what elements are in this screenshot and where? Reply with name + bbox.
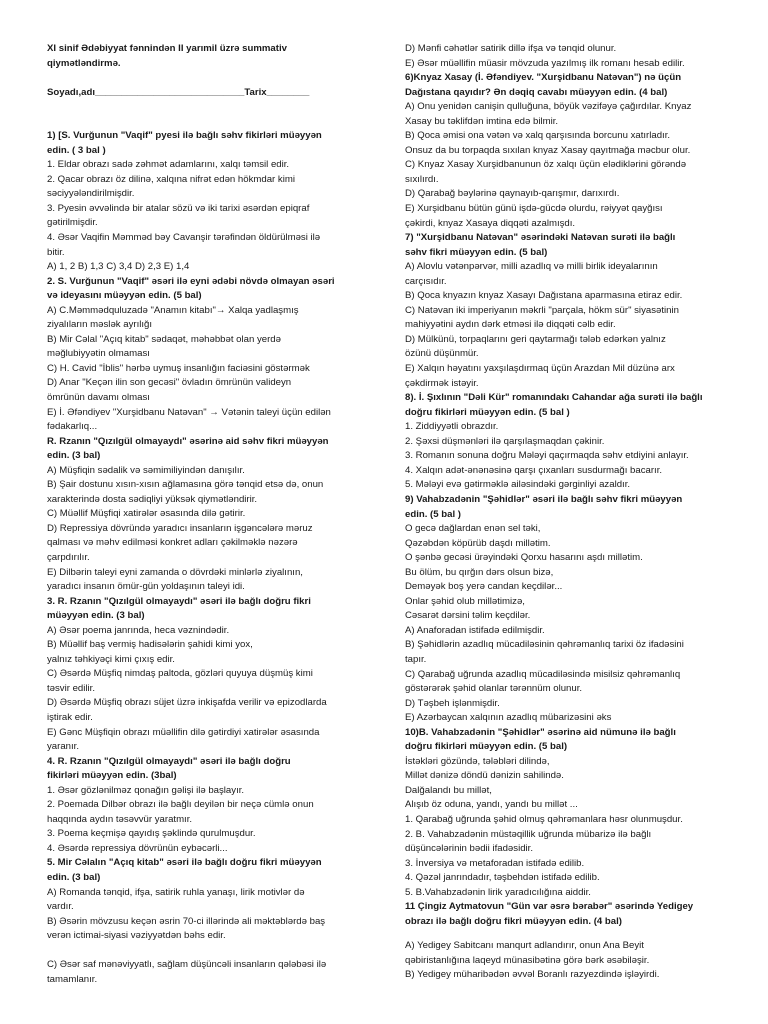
- text-line: A) Alovlu vətənpərvər, milli azadlıq və milli birlik ideyalarının: [405, 261, 658, 273]
- question-heading: müəyyən edin. (3 bal): [47, 610, 145, 622]
- question-heading: qiymətləndirmə.: [47, 57, 121, 69]
- question-heading: 3. R. Rzanın "Qızılgül olmayaydı" əsəri ilə bağlı doğru fikri: [47, 595, 311, 607]
- text-line: E) Xalqın həyatını yaxşılaşdırmaq üçün Arazdan Mil düzünə arx: [405, 363, 675, 375]
- text-line: gətirilmişdir.: [47, 217, 98, 229]
- text-line: məğlubiyyətin olmaması: [47, 348, 150, 360]
- text-line: B) Qoca knyazın knyaz Xasayı Dağıstana aparmasına etiraz edir.: [405, 290, 683, 302]
- text-line: E) Azərbaycan xalqının azadlıq mübarizəsini əks: [405, 712, 612, 724]
- question-heading: və ideyasını müəyyən edin. (5 bal): [47, 290, 202, 302]
- question-heading: səhv fikri müəyyən edin. (5 bal): [405, 246, 548, 258]
- text-line: 1. Əsər gözlənilməz qonağın gəlişi ilə başlayır.: [47, 784, 245, 796]
- question-heading: doğru fikirləri müəyyən edin. (5 bal): [405, 741, 568, 753]
- text-line: 5. Mələyi evə gətirməklə ailəsindəki gərginliyi azaldır.: [405, 479, 631, 491]
- text-line: xarakterində dosta sədiqliyi yüksək qiymətləndirir.: [47, 493, 258, 505]
- text-line: B) Şair dostunu xısın-xısın ağlamasına görə tənqid etsə də, onun: [47, 479, 324, 491]
- question-heading: Dağıstana qayıdır? Ən dəqiq cavabı müəyyən edin. (4 bal): [405, 86, 668, 98]
- text-line: təsvir edilir.: [47, 682, 95, 694]
- question-heading: 6)Knyaz Xasay (İ. Əfəndiyev. "Xurşidbanu Natəvan") nə üçün: [405, 72, 682, 84]
- text-line: C) Knyaz Xasay Xurşidbanunun öz xalqı üçün elədiklərini görəndə: [405, 159, 687, 171]
- question-heading: 7) "Xurşidbanu Natəvan" əsərindəki Natəvan surəti ilə bağlı: [405, 232, 676, 244]
- text-line: verən ictimai-siyasi vəziyyətdən bəhs edir.: [47, 930, 226, 942]
- question-heading: 10)B. Vahabzadənin "Şəhidlər" əsərinə aid nümunə ilə bağlı: [405, 726, 676, 738]
- text-line: 3. Romanın sonuna doğru Mələyi qaçırmaqda səhv etdiyini anlayır.: [405, 450, 689, 462]
- text-line: Onlar şəhid olub millətimizə,: [405, 595, 525, 607]
- right-column: [405, 42, 730, 983]
- text-line: A) Əsər poema janrında, heca vəznindədir.: [47, 624, 230, 636]
- text-line: Qəzəbdən köpürüb daşdı millətim.: [405, 537, 551, 549]
- question-heading: 9) Vahabzadənin "Şəhidlər" əsəri ilə bağlı səhv fikri müəyyən: [405, 493, 683, 505]
- question-heading: fikirləri müəyyən edin. (3bal): [47, 770, 177, 782]
- text-line: D) Əsərdə Müşfiq obrazı süjet üzrə inkişafda verilir və epizodlarda: [47, 697, 327, 709]
- text-line: qalması və məhv edilməsi konkret adları çəkilməklə nəzərə: [47, 537, 298, 549]
- text-line: Deməyək boş yerə candan keçdilər...: [405, 581, 563, 593]
- text-line: 1. Eldar obrazı sadə zəhmət adamlarını, xalqı təmsil edir.: [47, 159, 290, 171]
- question-heading: 5. Mir Cəlalın "Açıq kitab" əsəri ilə bağlı doğru fikri müəyyən: [47, 857, 322, 869]
- question-heading: 8). İ. Şıxlının "Dəli Kür" romanındakı Cahandar ağa surəti ilə bağlı: [405, 392, 703, 404]
- text-line: yaradıcı insanın ömür-gün yoldaşının taleyi idi.: [47, 581, 245, 593]
- text-line: çəkirdi, knyaz Xasaya diqqəti azalmışdı.: [405, 217, 576, 229]
- text-line: 4. Qəzəl janrındadır, təşbehdən istifadə edilib.: [405, 872, 600, 884]
- text-line: Dalğalandı bu millət,: [405, 784, 492, 796]
- blank-line: [405, 929, 730, 939]
- text-line: A) Müşfiqin sədalik və səmimiliyindən danışılır.: [47, 464, 245, 476]
- text-line: fədakarlıq...: [47, 421, 98, 433]
- question-heading: edin. (3 bal): [47, 872, 101, 884]
- text-line: bitir.: [47, 246, 65, 258]
- text-line: E) Əsər müəllifin müasir mövzuda yazılmış ilk romanı hesab edilir.: [405, 57, 685, 69]
- question-heading: edin. (3 bal): [47, 450, 101, 462]
- question-heading: 1) [S. Vurğunun "Vaqif" pyesi ilə bağlı səhv fikirləri müəyyən: [47, 130, 322, 142]
- text-line: C) Əsərdə Müşfiq nimdaş paltoda, gözləri quyuya düşmüş kimi: [47, 668, 313, 680]
- text-line: 5. B.Vahabzadənin lirik yaradıcılığına aiddir.: [405, 886, 591, 898]
- text-line: 2. Poemada Dilbər obrazı ilə bağlı deyilən bir neçə cümlə onun: [47, 799, 314, 811]
- question-heading: 2. S. Vurğunun "Vaqif" əsəri ilə eyni ədəbi növdə olmayan əsəri: [47, 275, 335, 287]
- text-line: E) Xurşidbanu bütün günü işdə-gücdə olurdu, rəiyyət qayğısı: [405, 203, 663, 215]
- blank-line: [47, 944, 365, 959]
- text-line: carçısıdır.: [405, 275, 447, 287]
- text-line: E) Dilbərin taleyi eyni zamanda o dövrdəki minlərlə ziyalının,: [47, 566, 303, 578]
- text-line: 4. Əsər Vaqifin Məmməd bəy Cavanşir tərəfindən öldürülməsi ilə: [47, 231, 321, 243]
- text-line: B) Müəllif baş vermiş hadisələrin şahidi kimi yox,: [47, 639, 253, 651]
- text-line: E) İ. Əfəndiyev "Xurşidbanu Natəvan" → Vətənin taleyi üçün edilən: [47, 406, 331, 418]
- text-line: C) Qarabağ uğrunda azadlıq mücadiləsində misilsiz qəhrəmanlıq: [405, 668, 681, 680]
- question-heading: Soyadı,adı____________________________Tarix________: [47, 86, 310, 98]
- text-line: B) Əsərin mövzusu keçən əsrin 70-ci illərində ali məktəblərdə baş: [47, 915, 326, 927]
- text-line: yaranır.: [47, 741, 79, 753]
- text-line: B) Yedigey müharibədən əvvəl Boranlı razyezdində işləyirdi.: [405, 969, 660, 981]
- text-line: səciyyələndirilmişdir.: [47, 188, 135, 200]
- text-line: Millət dənizə döndü dənizin sahilində.: [405, 770, 564, 782]
- text-line: 4. Əsərdə repressiya dövrünün eybəcərli...: [47, 842, 228, 854]
- text-line: tamamlanır.: [47, 973, 98, 985]
- blank-line: [47, 100, 365, 115]
- text-line: D) Anar "Keçən ilin son gecəsi" övladın ömrünün valideyn: [47, 377, 292, 389]
- text-line: çarpdırılır.: [47, 552, 90, 563]
- text-line: O gecə dağlardan enən sel təki,: [405, 523, 541, 535]
- text-line: D) Mülkünü, torpaqlarını geri qaytarmağı tələb edərkən yalnız: [405, 333, 666, 345]
- text-line: 4. Xalqın adət-ənənəsinə qarşı çıxanları susdurmağı bacarır.: [405, 464, 663, 476]
- blank-line: [47, 71, 365, 86]
- text-line: 3. Pyesin əvvəlində bir atalar sözü və iki tarixi əsərdən epiqraf: [47, 202, 310, 214]
- text-line: E) Gənc Müşfiqin obrazı müəllifin dilə gətirdiyi xatirələr əsasında: [47, 726, 320, 738]
- question-heading: 4. R. Rzanın "Qızılgül olmayaydı" əsəri ilə bağlı doğru: [47, 755, 291, 767]
- text-line: iştirak edir.: [47, 712, 93, 724]
- text-line: C) Müəllif Müşfiqi xatirələr əsasında dilə gətirir.: [47, 508, 246, 520]
- text-line: D) Repressiya dövründə yaradıcı insanların işgəncələrə məruz: [47, 522, 313, 534]
- text-line: mahiyyətini aydın dərk etməsi ilə diqqəti cəlb edir.: [405, 319, 616, 331]
- text-line: B) Şəhidlərin azadlıq mücadiləsinin qəhrəmanlıq tarixi öz ifadəsini: [405, 639, 684, 651]
- text-line: qəbiristanlığına laqeyd münasibətinə görə bərk əsəbiləşir.: [405, 954, 650, 966]
- text-line: Bu ölüm, bu qırğın dərs olsun bizə,: [405, 566, 554, 578]
- text-line: çəkdirmək istəyir.: [405, 377, 479, 389]
- text-line: Xasay bu təklifdən imtina edə bilmir.: [405, 115, 559, 127]
- text-line: A) C.Məmmədquluzadə "Anamın kitabı"→ Xalqa yadlaşmış: [47, 304, 299, 316]
- left-column: [47, 42, 365, 987]
- text-line: D) Qarabağ bəylərinə qaynayıb-qarışmır, darıxırdı.: [405, 188, 620, 200]
- text-line: B) Qoca əmisi ona vətən və xalq qarşısında borcunu xatırladır.: [405, 130, 671, 142]
- text-line: C) Əsər saf mənəviyyatlı, sağlam düşüncəli insanların qələbəsi ilə: [47, 959, 327, 971]
- question-heading: obrazı ilə bağlı doğru fikri müəyyən edin. (4 bal): [405, 915, 622, 927]
- text-line: sıxılırdı.: [405, 173, 439, 185]
- text-line: D) Təşbeh işlənmişdir.: [405, 697, 500, 709]
- text-line: Cəsarət dərsini təlim keçdilər.: [405, 610, 531, 622]
- question-heading: doğru fikirləri müəyyən edin. (5 bal ): [405, 406, 570, 418]
- question-heading: 11 Çingiz Aytmatovun "Gün var əsrə bərabər" əsərində Yedigey: [405, 901, 694, 913]
- text-line: 1. Ziddiyyətli obrazdır.: [405, 421, 499, 433]
- text-line: B) Mir Cəlal "Açıq kitab" sədaqət, məhəbbət olan yerdə: [47, 333, 281, 345]
- text-line: D) Mənfi cəhətlər satirik dillə ifşa və tənqid olunur.: [405, 43, 617, 54]
- text-line: 1. Qarabağ uğrunda şəhid olmuş qəhrəmanlara həsr olunmuşdur.: [405, 813, 683, 825]
- text-line: 2. Şəxsi düşmənləri ilə qarşılaşmaqdan çəkinir.: [405, 435, 605, 447]
- text-line: 2. B. Vahabzadənin müstəqillik uğrunda mübarizə ilə bağlı: [405, 828, 652, 840]
- text-line: düşüncələrinin bədii ifadəsidir.: [405, 843, 533, 855]
- text-line: 2. Qacar obrazı öz dilinə, xalqına nifrət edən hökmdar kimi: [47, 173, 295, 185]
- text-line: 3. İnversiya və metaforadan istifadə edilib.: [405, 857, 585, 869]
- text-line: A) Yedigey Sabitcanı manqurt adlandırır, onun Ana Beyit: [405, 940, 644, 952]
- question-heading: R. Rzanın "Qızılgül olmayaydı" əsərinə aid səhv fikri müəyyən: [47, 435, 329, 447]
- text-line: O şənbə gecəsi ürəyindəki Qorxu hasarını aşdı millətim.: [405, 552, 643, 564]
- text-line: haqqında aydın təsəvvür yaratmır.: [47, 813, 193, 825]
- blank-line: [47, 115, 365, 130]
- question-heading: XI sinif Ədəbiyyat fənnindən II yarımil üzrə summativ: [47, 43, 287, 54]
- text-line: İstəkləri gözündə, tələbləri dilində,: [405, 755, 550, 767]
- question-heading: edin. ( 3 bal ): [47, 144, 106, 156]
- question-heading: edin. (5 bal ): [405, 508, 461, 520]
- text-line: A) Anaforadan istifadə edilmişdir.: [405, 624, 545, 636]
- text-line: 3. Poema keçmişə qayıdış şəklində qurulmuşdur.: [47, 828, 256, 840]
- text-line: tapır.: [405, 653, 427, 665]
- text-line: yalnız təhkiyəçi kimi çıxış edir.: [47, 653, 175, 665]
- text-line: vardır.: [47, 901, 74, 913]
- text-line: C) H. Cavid "İblis" hərbə uymuş insanlığın faciəsini göstərmək: [47, 362, 310, 374]
- text-line: Alışıb öz oduna, yandı, yandı bu millət ...: [405, 799, 578, 811]
- text-line: A) Onu yenidən canişin qulluğuna, böyük vəzifəyə çağırdılar. Knyaz: [405, 101, 692, 113]
- text-line: göstərərək şəhid olanlar tərənnüm olunur.: [405, 683, 583, 695]
- text-line: A) Romanda tənqid, ifşa, satirik ruhla yanaşı, lirik motivlər də: [47, 886, 305, 898]
- text-line: Onsuz da bu torpaqda sıxılan knyaz Xasay qayıtmağa məcbur olur.: [405, 144, 691, 156]
- text-line: özünü düşünmür.: [405, 348, 479, 360]
- text-line: ömrünün davamı olması: [47, 391, 150, 403]
- text-line: C) Natəvan iki imperiyanın məkrli "parçala, hökm sür" siyasətinin: [405, 304, 679, 316]
- text-line: ziyalıların məslək ayrılığı: [47, 319, 153, 331]
- text-line: A) 1, 2 B) 1,3 C) 3,4 D) 2,3 E) 1,4: [47, 261, 190, 273]
